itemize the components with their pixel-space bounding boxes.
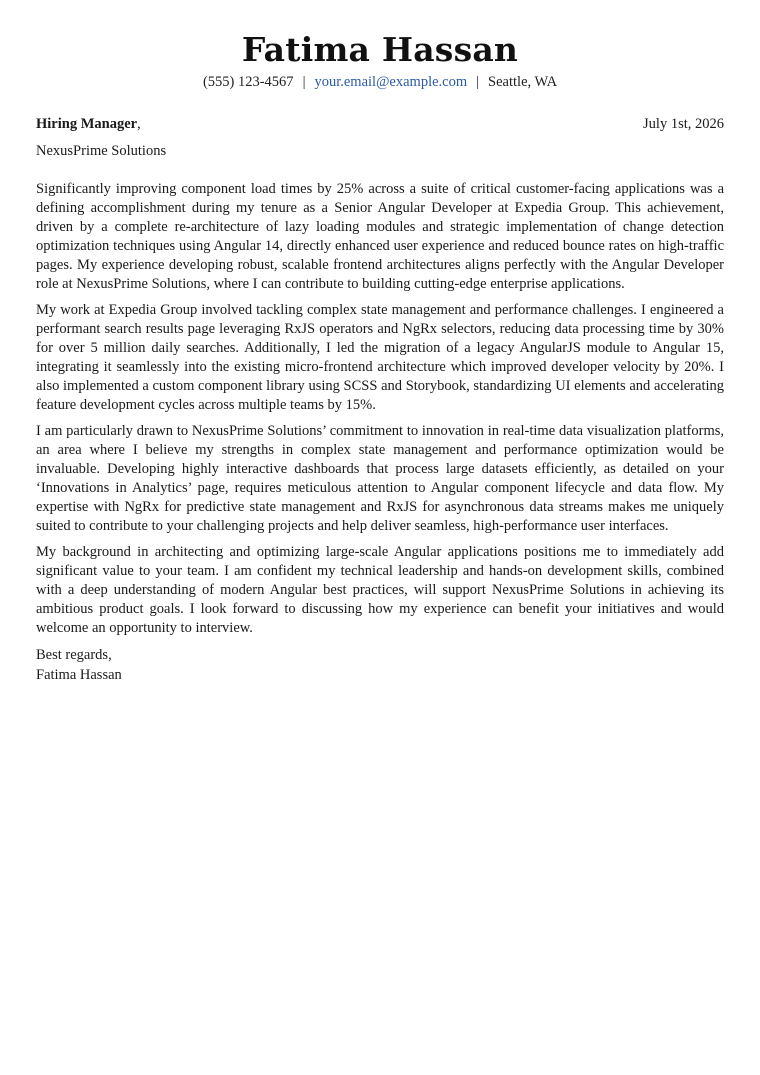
email-link[interactable]: your.email@example.com <box>314 74 468 90</box>
signature-name: Fatima Hassan <box>36 667 122 683</box>
phone-number: (555) 123-4567 <box>202 74 294 90</box>
body-paragraph: Significantly improving component load times by 25% across a suite of critical customer-facing applications was a defining accomplishment during my tenure as a Senior Angular Developer at Expedia Group. This achievement, driven by a complete re-architecture of lazy loading modules and strategic implementation of change detection optimization techniques using Angular 14, directly enhanced user experience and reduced bounce rates on high-traffic pages. My experience developing robust, scalable frontend architectures aligns perfectly with the Angular Developer role at NexusPrime Solutions, where I can contribute to building cutting-edge enterprise applications. <box>36 181 724 292</box>
recipient-date-row <box>36 114 724 134</box>
recipient-suffix: , <box>137 116 141 132</box>
body-paragraph: My background in architecting and optimizing large-scale Angular applications positions me to immediately add significant value to your team. I am confident my technical leadership and hands-on development skills, combined with a deep understanding of modern Angular best practices, will support NexusPrime Solutions in achieving its ambitious product goals. I look forward to discussing how my experience can benefit your initiatives and would welcome an opportunity to interview. <box>36 544 724 636</box>
contact-separator: | <box>302 74 306 90</box>
location: Seattle, WA <box>488 74 558 90</box>
applicant-name: Fatima Hassan <box>241 30 519 69</box>
company-name: NexusPrime Solutions <box>36 143 167 159</box>
recipient-line <box>36 114 141 134</box>
letter-body <box>36 180 724 638</box>
contact-line <box>36 72 724 92</box>
contact-separator: | <box>476 74 480 90</box>
body-paragraph: I am particularly drawn to NexusPrime Solutions’ commitment to innovation in real-time data visualization platforms, an area where I believe my strengths in complex state management and performance optimization would be invaluable. Developing highly interactive dashboards that process large datasets efficiently, as detailed on your ‘Innovations in Analytics’ page, requires meticulous attention to Angular component lifecycle and data flow. My expertise with NgRx for predictive state management and RxJS for asynchronous data streams makes me uniquely suited to contribute to your challenging projects and help deliver seamless, high-performance user interfaces. <box>36 423 724 534</box>
body-paragraph: My work at Expedia Group involved tackling complex state management and performance challenges. I engineered a performant search results page leveraging RxJS operators and NgRx selectors, reducing data processing time by 30% for over 5 million daily searches. Additionally, I led the migration of a legacy AngularJS module to Angular 15, integrating it seamlessly into the existing micro-frontend architecture which improved developer velocity by 20%. I also implemented a custom component library using SCSS and Storybook, standardizing UI elements and accelerating feature development cycles across multiple teams by 15%. <box>36 302 724 413</box>
closing-salutation: Best regards, <box>36 647 112 663</box>
closing-block <box>36 645 724 685</box>
recipient-title: Hiring Manager <box>36 116 138 132</box>
letter-date: July 1st, 2026 <box>643 116 724 132</box>
